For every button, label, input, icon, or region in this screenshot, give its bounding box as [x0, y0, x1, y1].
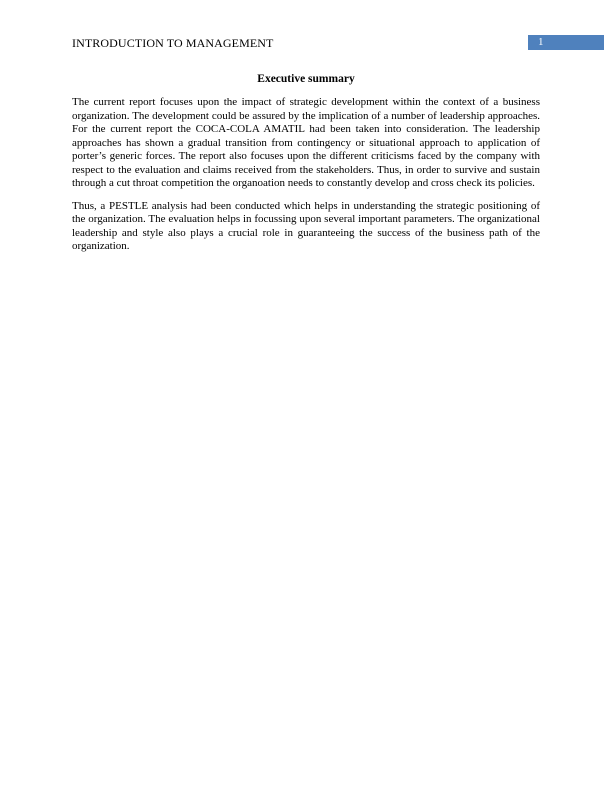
- section-heading: Executive summary: [257, 73, 355, 85]
- paragraph: The current report focuses upon the impact of strategic development within the context of a business organization. The development could be assured by the implication of a number of leadership approaches. For the current report the COCA-COLA AMATIL had been taken into consideration. The leadership approaches has shown a gradual transition from contingency or situational approach to application of porter’s generic forces. The report also focuses upon the different criticisms faced by the company with respect to the evaluation and claims received from the stakeholders. Thus, in order to survive and sustain through a cut throat competition the organoation needs to constantly develop and cross check its policies.: [72, 96, 540, 189]
- paragraph: Thus, a PESTLE analysis had been conducted which helps in understanding the strategic positioning of the organization. The evaluation helps in focussing upon several important parameters. The organizational leadership and style also plays a crucial role in guaranteeing the success of the business path of the organization.: [72, 199, 540, 252]
- document-body: [72, 72, 540, 263]
- page-number-badge: 1: [528, 35, 604, 50]
- running-header-title: INTRODUCTION TO MANAGEMENT: [72, 36, 274, 50]
